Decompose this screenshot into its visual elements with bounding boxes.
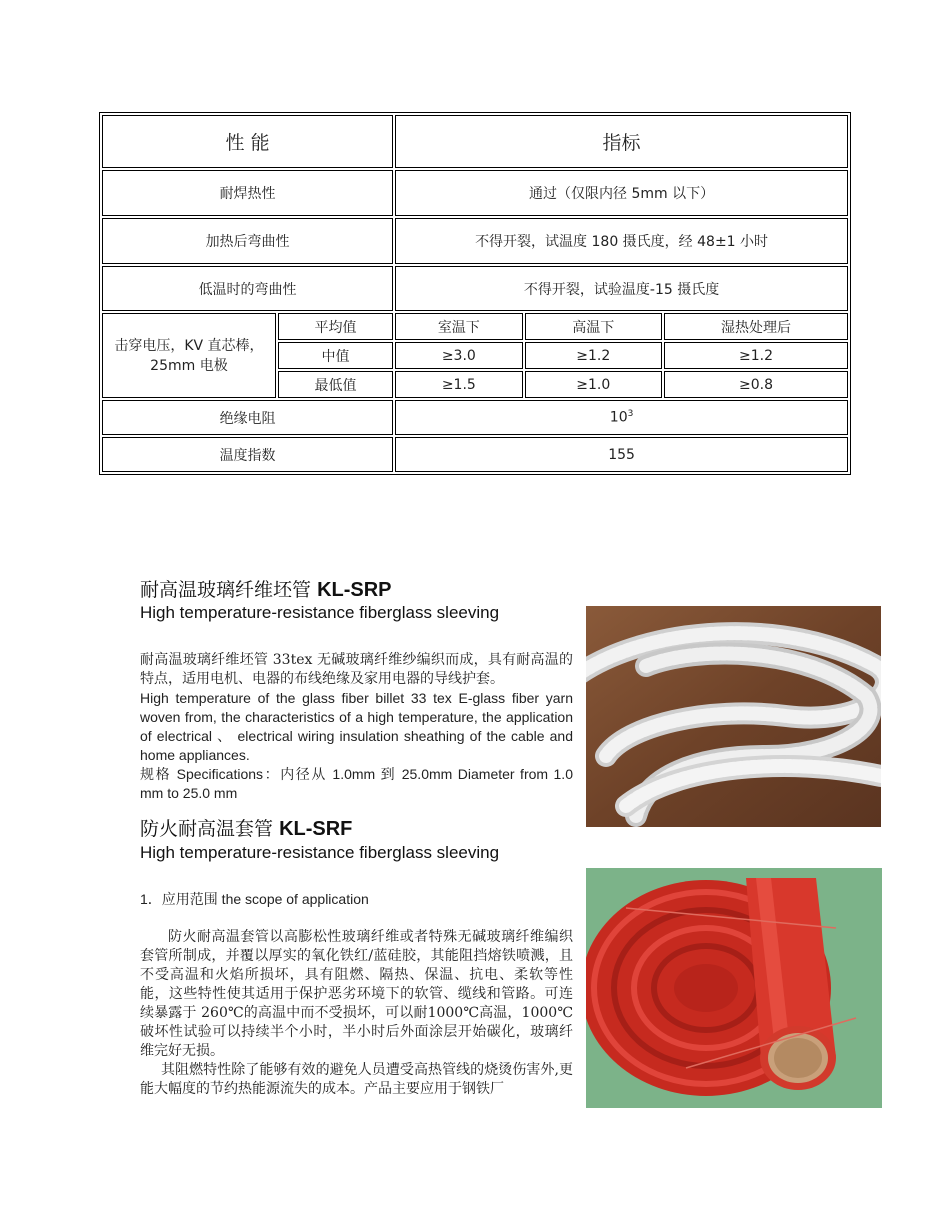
product2-title-cn: 防火耐高温套管 <box>140 818 274 840</box>
breakdown-label-line1: 击穿电压，KV 直芯棒， <box>114 337 264 354</box>
product2-description <box>140 928 573 1099</box>
row-label: 绝缘电阻 <box>102 400 393 435</box>
breakdown-label <box>102 313 276 398</box>
table-header-row <box>102 115 848 168</box>
table-cell: ≥3.0 <box>395 342 522 369</box>
table-cell: ≥1.2 <box>525 342 662 369</box>
spec-table <box>99 112 851 475</box>
table-cell: 高温下 <box>525 313 662 340</box>
row-value: 不得开裂，试温度 180 摄氏度，经 48±1 小时 <box>395 218 848 264</box>
product2-title <box>140 814 352 841</box>
table-row <box>102 170 848 216</box>
table-cell: 中值 <box>278 342 393 369</box>
product2-title-en: High temperature-resistance fiberglass sleeving <box>140 843 500 862</box>
breakdown-subheader-row <box>102 313 848 340</box>
row-value: 155 <box>395 437 848 472</box>
table-cell: 室温下 <box>395 313 522 340</box>
insulation-base: 10 <box>609 409 628 426</box>
row-value: 通过（仅限内径 5mm 以下） <box>395 170 848 216</box>
product1-title-cn: 耐高温玻璃纤维坯管 <box>140 579 312 601</box>
product2-code: KL-SRF <box>279 818 353 840</box>
product1-title <box>140 575 392 602</box>
product1-description <box>140 651 573 803</box>
product1-desc-cn: 耐高温玻璃纤维坯管 33tex 无碱玻璃纤维纱编织而成，具有耐高温的特点，适用电机、电器的布线绝缘及家用电器的导线护套。 <box>140 652 573 687</box>
table-cell: 最低值 <box>278 371 393 398</box>
product2-scope-heading <box>140 890 573 909</box>
table-row <box>102 437 848 472</box>
row-value: 不得开裂，试验温度-15 摄氏度 <box>395 266 848 311</box>
product2-photo <box>586 868 882 1108</box>
table-cell: ≥1.2 <box>664 342 848 369</box>
insulation-exponent: 3 <box>627 409 634 420</box>
product1-desc-en: High temperature of the glass fiber billet 33 tex E-glass fiber yarn woven from, the characteristics of a high temperature, the application of electrical 、 electrical wiring insulation sheathing of the cable and home appliances. <box>140 690 573 763</box>
row-label: 加热后弯曲性 <box>102 218 393 264</box>
breakdown-label-line2: 25mm 电极 <box>150 357 228 374</box>
table-row <box>102 266 848 311</box>
product1-title-en: High temperature-resistance fiberglass sleeving <box>140 603 500 622</box>
product1-code: KL-SRP <box>317 579 392 601</box>
row-label: 温度指数 <box>102 437 393 472</box>
table-row <box>102 400 848 435</box>
table-cell: 平均值 <box>278 313 393 340</box>
table-cell: 湿热处理后 <box>664 313 848 340</box>
scope-heading-text: 1．应用范围 the scope of application <box>140 891 369 907</box>
table-row <box>102 218 848 264</box>
product2-para2: 其阻燃特性除了能够有效的避免人员遭受高热管线的烧烫伤害外,更能大幅度的节约热能源流失的成本。产品主要应用于钢铁厂 <box>140 1062 573 1097</box>
table-cell: ≥0.8 <box>664 371 848 398</box>
product1-photo <box>586 606 881 827</box>
header-property: 性 能 <box>102 115 393 168</box>
product2-para1: 防火耐高温套管以高膨松性玻璃纤维或者特殊无碱玻璃纤维编织套管所制成，并覆以厚实的氧化铁红/蓝硅胶，其能阻挡熔铁喷溅，且不受高温和火焰所损坏，具有阻燃、隔热、保温、抗电、柔软等性能，这些特性使其适用于保护恶劣环境下的软管、缆线和管路。可连续暴露于 260℃的高温中而不受损坏，可以耐1000℃高温，1000℃破坏性试验可以持续半个小时，半小时后外面涂层开始碳化，玻璃纤维完好无损。 <box>140 929 573 1059</box>
product1-spec: 规格 Specifications：内径从 1.0mm 到 25.0mm Diameter from 1.0 mm to 25.0 mm <box>140 766 573 801</box>
row-value <box>395 400 848 435</box>
table-cell: ≥1.0 <box>525 371 662 398</box>
row-label: 耐焊热性 <box>102 170 393 216</box>
row-label: 低温时的弯曲性 <box>102 266 393 311</box>
header-indicator: 指标 <box>395 115 848 168</box>
table-cell: ≥1.5 <box>395 371 522 398</box>
